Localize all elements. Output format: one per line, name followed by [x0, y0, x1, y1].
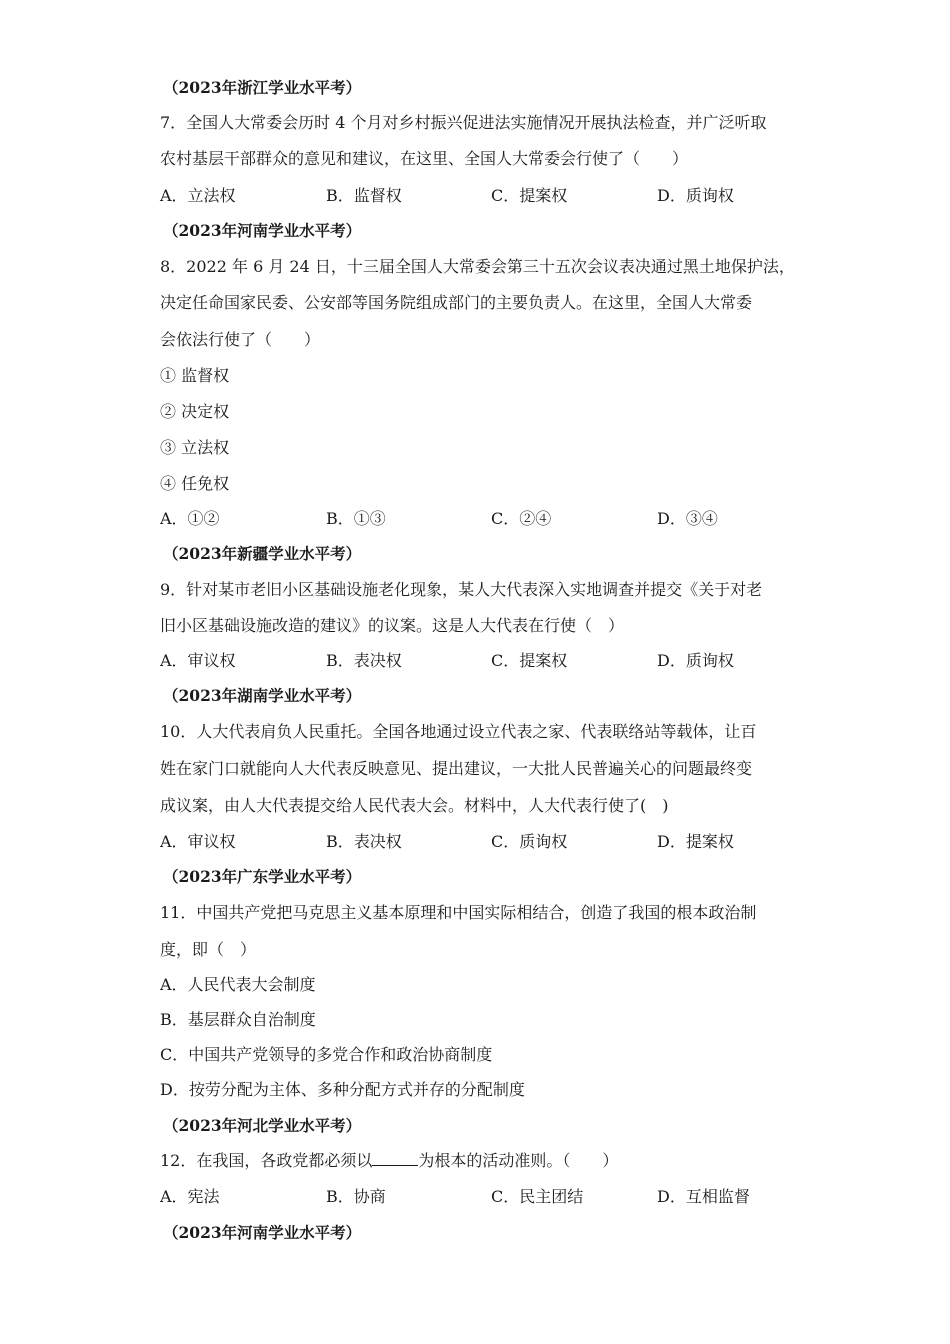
question-12-option-b: B．协商	[326, 1187, 386, 1206]
question-12-text	[160, 1150, 618, 1172]
question-12-option-c: C．民主团结	[491, 1187, 584, 1206]
question-7-text: 7．全国人大常委会历时 4 个月对乡村振兴促进法实施情况开展执法检查，并广泛听取	[160, 113, 767, 132]
question-7-text: 农村基层干部群众的意见和建议，在这里、全国人大常委会行使了（ ）	[160, 149, 689, 168]
question-11-option-b: B．基层群众自治制度	[160, 1010, 316, 1029]
question-9-text: 旧小区基础设施改造的建议》的议案。这是人大代表在行使（ ）	[160, 616, 625, 635]
question-10-text: 姓在家门口就能向人大代表反映意见、提出建议，一大批人民普遍关心的问题最终变	[160, 759, 753, 778]
question-9-option-b: B．表决权	[326, 651, 402, 670]
question-8-item: ② 决定权	[160, 402, 230, 421]
question-11-option-c: C．中国共产党领导的多党合作和政治协商制度	[160, 1045, 493, 1064]
question-7-option-a: A．立法权	[160, 186, 236, 205]
question-7-option-d: D．质询权	[657, 186, 734, 205]
fill-in-blank	[372, 1151, 418, 1166]
question-9-option-d: D．质询权	[657, 651, 734, 670]
source-note: （2023年浙江学业水平考）	[163, 78, 362, 97]
question-10-option-a: A．审议权	[160, 832, 236, 851]
question-8-item: ③ 立法权	[160, 438, 230, 457]
source-note: （2023年湖南学业水平考）	[163, 686, 362, 705]
question-10-option-d: D．提案权	[657, 832, 734, 851]
question-8-item: ① 监督权	[160, 366, 230, 385]
question-8-text: 决定任命国家民委、公安部等国务院组成部门的主要负责人。在这里，全国人大常委	[160, 293, 753, 312]
question-9-option-a: A．审议权	[160, 651, 236, 670]
source-note: （2023年河南学业水平考）	[163, 221, 362, 240]
question-8-option-a: A．①②	[160, 509, 220, 528]
source-note: （2023年新疆学业水平考）	[163, 544, 362, 563]
question-8-text: 会依法行使了（ ）	[160, 330, 321, 349]
question-10-option-b: B．表决权	[326, 832, 402, 851]
question-7-option-c: C．提案权	[491, 186, 568, 205]
source-note: （2023年广东学业水平考）	[163, 867, 362, 886]
question-11-option-d: D．按劳分配为主体、多种分配方式并存的分配制度	[160, 1080, 525, 1099]
question-9-option-c: C．提案权	[491, 651, 568, 670]
source-note: （2023年河南学业水平考）	[163, 1223, 362, 1242]
question-12-option-a: A．宪法	[160, 1187, 220, 1206]
question-12-text-after: 为根本的活动准则。（ ）	[418, 1151, 619, 1170]
question-8-option-c: C．②④	[491, 509, 552, 528]
question-10-option-c: C．质询权	[491, 832, 568, 851]
question-12-text-before: 12．在我国，各政党都必须以	[160, 1151, 373, 1170]
question-11-text: 度，即（ ）	[160, 940, 257, 959]
question-8-option-b: B．①③	[326, 509, 386, 528]
question-7-option-b: B．监督权	[326, 186, 402, 205]
question-11-option-a: A．人民代表大会制度	[160, 975, 316, 994]
question-10-text: 成议案，由人大代表提交给人民代表大会。材料中，人大代表行使了( )	[160, 796, 669, 815]
question-9-text: 9．针对某市老旧小区基础设施老化现象，某人大代表深入实地调查并提交《关于对老	[160, 580, 763, 599]
question-10-text: 10．人大代表肩负人民重托。全国各地通过设立代表之家、代表联络站等载体，让百	[160, 722, 757, 741]
question-12-option-d: D．互相监督	[657, 1187, 750, 1206]
source-note: （2023年河北学业水平考）	[163, 1116, 362, 1135]
question-8-option-d: D．③④	[657, 509, 718, 528]
question-11-text: 11．中国共产党把马克思主义基本原理和中国实际相结合，创造了我国的根本政治制	[160, 903, 757, 922]
question-8-item: ④ 任免权	[160, 474, 230, 493]
question-8-text: 8．2022 年 6 月 24 日，十三届全国人大常委会第三十五次会议表决通过黑土地保护法，	[160, 257, 795, 276]
